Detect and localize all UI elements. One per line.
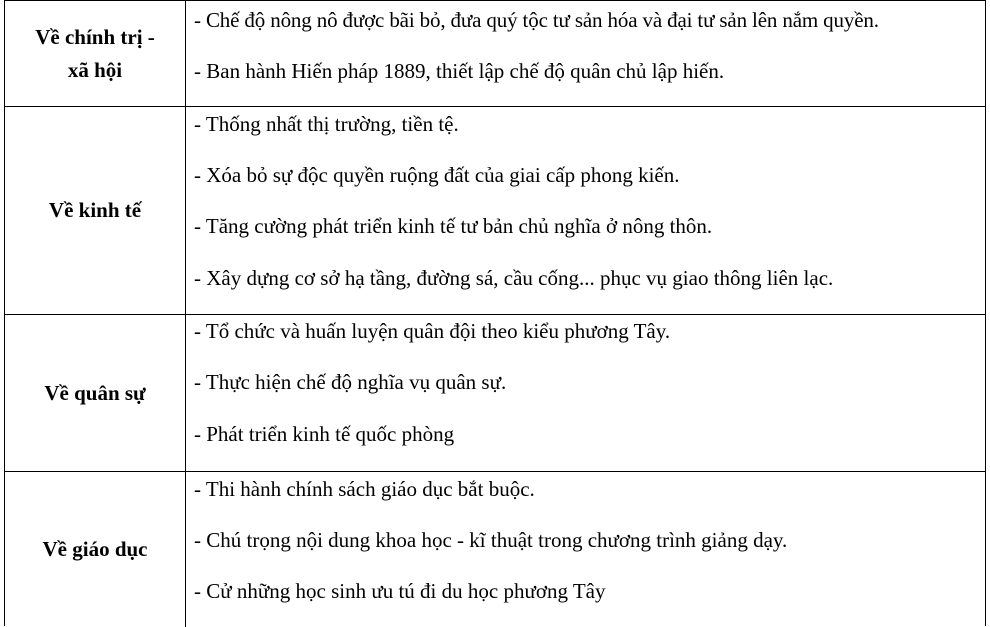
row-content-politics: [186, 1, 985, 106]
list-item: - Tăng cường phát triển kinh tế tư bản chủ nghĩa ở nông thôn.: [194, 214, 713, 238]
row-heading-economy: [5, 107, 186, 314]
list-item: - Phát triển kinh tế quốc phòng: [194, 422, 455, 446]
list-item: - Thống nhất thị trường, tiền tệ.: [194, 112, 459, 136]
row-content-economy: [186, 107, 985, 314]
table-row-economy: [5, 107, 985, 315]
row-heading-military: [5, 315, 186, 471]
list-item: - Thi hành chính sách giáo dục bắt buộc.: [194, 477, 535, 501]
table-row-politics: [5, 1, 985, 107]
list-item: - Cử những học sinh ưu tú đi du học phương Tây: [194, 579, 606, 603]
row-content-education: [186, 472, 985, 627]
reform-table: [4, 0, 986, 626]
row-heading-education-text: Về giáo dục: [42, 537, 148, 561]
row-heading-military-text: Về quân sự: [44, 380, 146, 405]
table-row-education: [5, 472, 985, 627]
row-heading-economy-text: Về kinh tế: [48, 198, 142, 222]
list-item: - Xóa bỏ sự độc quyền ruộng đất của giai cấp phong kiến.: [194, 163, 680, 187]
list-item: - Tổ chức và huấn luyện quân đội theo kiểu phương Tây.: [194, 319, 671, 343]
row-heading-education: [5, 472, 186, 627]
row-content-military: [186, 315, 985, 471]
list-item: - Xây dựng cơ sở hạ tầng, đường sá, cầu cống... phục vụ giao thông liên lạc.: [194, 266, 834, 290]
list-item: - Ban hành Hiến pháp 1889, thiết lập chế độ quân chủ lập hiến.: [194, 59, 725, 83]
table-row-military: [5, 315, 985, 472]
list-item: - Chế độ nông nô được bãi bỏ, đưa quý tộc tư sản hóa và đại tư sản lên nắm quyền.: [194, 8, 879, 32]
list-item: - Thực hiện chế độ nghĩa vụ quân sự.: [194, 370, 507, 394]
list-item: - Chú trọng nội dung khoa học - kĩ thuật trong chương trình giảng dạy.: [194, 528, 788, 552]
row-heading-politics-text: Về chính trị - xã hội: [35, 24, 155, 82]
row-heading-politics: [5, 1, 186, 106]
